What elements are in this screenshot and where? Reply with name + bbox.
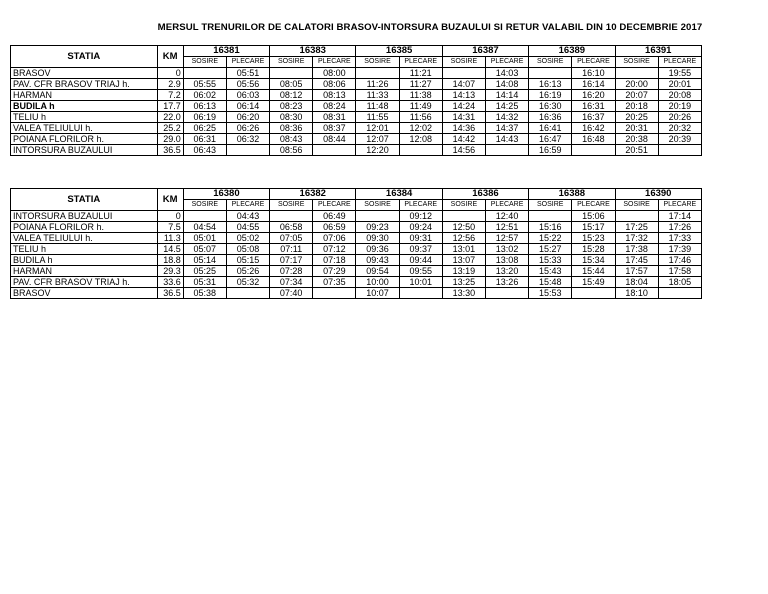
table-row bbox=[11, 68, 702, 79]
table-row bbox=[11, 222, 702, 233]
station-name: TELIU h bbox=[11, 244, 158, 255]
arrival-time bbox=[270, 211, 313, 222]
departure-time: 12:51 bbox=[485, 222, 528, 233]
station-name: INTORSURA BUZAULUI bbox=[11, 145, 158, 156]
departure-time bbox=[226, 288, 269, 299]
departure-time: 13:02 bbox=[485, 244, 528, 255]
departure-time: 16:48 bbox=[572, 134, 615, 145]
arrival-time: 05:07 bbox=[183, 244, 226, 255]
departure-header: PLECARE bbox=[658, 200, 701, 211]
km-column-header: KM bbox=[157, 46, 183, 68]
arrival-header: SOSIRE bbox=[529, 57, 572, 68]
departure-time: 07:18 bbox=[313, 255, 356, 266]
departure-time: 06:14 bbox=[226, 101, 269, 112]
departure-time: 17:39 bbox=[658, 244, 701, 255]
km-value: 18.8 bbox=[157, 255, 183, 266]
train-number: 16384 bbox=[356, 189, 442, 200]
departure-time: 08:13 bbox=[313, 90, 356, 101]
departure-time: 08:06 bbox=[313, 79, 356, 90]
departure-time: 07:35 bbox=[313, 277, 356, 288]
km-value: 25.2 bbox=[157, 123, 183, 134]
arrival-time: 05:01 bbox=[183, 233, 226, 244]
arrival-time: 16:41 bbox=[529, 123, 572, 134]
arrival-time: 16:59 bbox=[529, 145, 572, 156]
departure-time bbox=[485, 288, 528, 299]
departure-time bbox=[658, 145, 701, 156]
departure-time: 14:03 bbox=[485, 68, 528, 79]
train-number: 16381 bbox=[183, 46, 269, 57]
arrival-time: 05:38 bbox=[183, 288, 226, 299]
station-name: HARMAN bbox=[11, 90, 158, 101]
arrival-time: 16:47 bbox=[529, 134, 572, 145]
arrival-header: SOSIRE bbox=[356, 57, 399, 68]
departure-time: 06:49 bbox=[313, 211, 356, 222]
arrival-time bbox=[529, 68, 572, 79]
arrival-time: 05:55 bbox=[183, 79, 226, 90]
arrival-time: 13:19 bbox=[442, 266, 485, 277]
table-row bbox=[11, 123, 702, 134]
arrival-time: 20:07 bbox=[615, 90, 658, 101]
station-name: VALEA TELIULUI h. bbox=[11, 123, 158, 134]
arrival-time: 09:36 bbox=[356, 244, 399, 255]
arrival-time: 07:17 bbox=[270, 255, 313, 266]
departure-header: PLECARE bbox=[226, 200, 269, 211]
departure-time: 05:32 bbox=[226, 277, 269, 288]
arrival-time: 06:19 bbox=[183, 112, 226, 123]
departure-time: 11:56 bbox=[399, 112, 442, 123]
departure-time: 18:05 bbox=[658, 277, 701, 288]
arrival-time: 06:31 bbox=[183, 134, 226, 145]
departure-time: 08:31 bbox=[313, 112, 356, 123]
arrival-time: 08:23 bbox=[270, 101, 313, 112]
train-number: 16383 bbox=[270, 46, 356, 57]
timetable-intorsura-brasov bbox=[10, 188, 702, 299]
km-value: 2.9 bbox=[157, 79, 183, 90]
km-value: 22.0 bbox=[157, 112, 183, 123]
departure-time: 10:01 bbox=[399, 277, 442, 288]
departure-time: 17:14 bbox=[658, 211, 701, 222]
arrival-header: SOSIRE bbox=[615, 57, 658, 68]
departure-time: 09:37 bbox=[399, 244, 442, 255]
km-value: 36.5 bbox=[157, 145, 183, 156]
departure-time: 12:57 bbox=[485, 233, 528, 244]
departure-time: 05:02 bbox=[226, 233, 269, 244]
station-name: BUDILA h bbox=[11, 255, 158, 266]
arrival-time bbox=[183, 211, 226, 222]
station-column-header: STATIA bbox=[11, 189, 158, 211]
arrival-time: 08:30 bbox=[270, 112, 313, 123]
departure-time: 20:26 bbox=[658, 112, 701, 123]
arrival-time bbox=[615, 68, 658, 79]
station-name: TELIU h bbox=[11, 112, 158, 123]
km-value: 29.3 bbox=[157, 266, 183, 277]
arrival-time bbox=[442, 211, 485, 222]
arrival-time bbox=[356, 68, 399, 79]
arrival-time bbox=[442, 68, 485, 79]
departure-time bbox=[399, 145, 442, 156]
km-value: 11.3 bbox=[157, 233, 183, 244]
table-row bbox=[11, 90, 702, 101]
departure-time bbox=[226, 145, 269, 156]
arrival-time: 10:07 bbox=[356, 288, 399, 299]
departure-header: PLECARE bbox=[313, 57, 356, 68]
arrival-time: 08:43 bbox=[270, 134, 313, 145]
arrival-time bbox=[356, 211, 399, 222]
arrival-time: 20:51 bbox=[615, 145, 658, 156]
departure-time: 15:44 bbox=[572, 266, 615, 277]
departure-time: 20:08 bbox=[658, 90, 701, 101]
departure-header: PLECARE bbox=[485, 200, 528, 211]
departure-header: PLECARE bbox=[658, 57, 701, 68]
arrival-time bbox=[270, 68, 313, 79]
arrival-time: 07:05 bbox=[270, 233, 313, 244]
departure-time: 05:56 bbox=[226, 79, 269, 90]
arrival-time: 04:54 bbox=[183, 222, 226, 233]
station-name: POIANA FLORILOR h. bbox=[11, 134, 158, 145]
departure-time: 07:06 bbox=[313, 233, 356, 244]
departure-time: 20:01 bbox=[658, 79, 701, 90]
km-value: 0 bbox=[157, 211, 183, 222]
arrival-time: 13:30 bbox=[442, 288, 485, 299]
station-column-header: STATIA bbox=[11, 46, 158, 68]
departure-time: 11:49 bbox=[399, 101, 442, 112]
departure-time bbox=[572, 288, 615, 299]
departure-time: 09:55 bbox=[399, 266, 442, 277]
arrival-time: 20:38 bbox=[615, 134, 658, 145]
station-name: BRASOV bbox=[11, 288, 158, 299]
arrival-time: 13:01 bbox=[442, 244, 485, 255]
train-number: 16387 bbox=[442, 46, 528, 57]
arrival-time: 10:00 bbox=[356, 277, 399, 288]
arrival-time bbox=[183, 68, 226, 79]
arrival-time: 07:34 bbox=[270, 277, 313, 288]
header-row-train-numbers bbox=[11, 46, 702, 57]
arrival-time: 09:30 bbox=[356, 233, 399, 244]
departure-time: 20:39 bbox=[658, 134, 701, 145]
arrival-time bbox=[615, 211, 658, 222]
arrival-time: 12:20 bbox=[356, 145, 399, 156]
departure-time: 20:32 bbox=[658, 123, 701, 134]
km-value: 33.6 bbox=[157, 277, 183, 288]
departure-time: 06:32 bbox=[226, 134, 269, 145]
table-row bbox=[11, 266, 702, 277]
arrival-time: 14:24 bbox=[442, 101, 485, 112]
arrival-time: 09:54 bbox=[356, 266, 399, 277]
table-row bbox=[11, 101, 702, 112]
departure-time: 05:08 bbox=[226, 244, 269, 255]
arrival-time: 09:43 bbox=[356, 255, 399, 266]
arrival-time: 15:48 bbox=[529, 277, 572, 288]
departure-time: 14:25 bbox=[485, 101, 528, 112]
arrival-time: 08:56 bbox=[270, 145, 313, 156]
table-row bbox=[11, 277, 702, 288]
arrival-time: 18:10 bbox=[615, 288, 658, 299]
arrival-time: 11:26 bbox=[356, 79, 399, 90]
departure-time: 17:33 bbox=[658, 233, 701, 244]
arrival-header: SOSIRE bbox=[529, 200, 572, 211]
table-row bbox=[11, 112, 702, 123]
arrival-time: 08:12 bbox=[270, 90, 313, 101]
departure-time: 14:08 bbox=[485, 79, 528, 90]
train-number: 16388 bbox=[529, 189, 615, 200]
km-value: 36.5 bbox=[157, 288, 183, 299]
departure-time: 05:15 bbox=[226, 255, 269, 266]
departure-time: 15:34 bbox=[572, 255, 615, 266]
departure-header: PLECARE bbox=[399, 200, 442, 211]
departure-time: 06:59 bbox=[313, 222, 356, 233]
header-row-train-numbers bbox=[11, 189, 702, 200]
departure-time bbox=[313, 288, 356, 299]
arrival-time: 14:36 bbox=[442, 123, 485, 134]
timetable-brasov-intorsura bbox=[10, 45, 702, 156]
arrival-time: 11:48 bbox=[356, 101, 399, 112]
km-value: 7.5 bbox=[157, 222, 183, 233]
departure-time: 15:17 bbox=[572, 222, 615, 233]
departure-time: 12:02 bbox=[399, 123, 442, 134]
departure-header: PLECARE bbox=[399, 57, 442, 68]
arrival-time: 16:36 bbox=[529, 112, 572, 123]
arrival-time: 14:56 bbox=[442, 145, 485, 156]
departure-time: 17:26 bbox=[658, 222, 701, 233]
km-value: 17.7 bbox=[157, 101, 183, 112]
departure-time: 06:03 bbox=[226, 90, 269, 101]
document-title: MERSUL TRENURILOR DE CALATORI BRASOV-INTORSURA BUZAULUI SI RETUR VALABIL DIN 10 DECEMBRIE 2017 bbox=[157, 22, 703, 33]
km-value: 29.0 bbox=[157, 134, 183, 145]
departure-time: 17:58 bbox=[658, 266, 701, 277]
table-row bbox=[11, 233, 702, 244]
arrival-header: SOSIRE bbox=[183, 200, 226, 211]
arrival-header: SOSIRE bbox=[183, 57, 226, 68]
departure-time: 04:55 bbox=[226, 222, 269, 233]
station-name: PAV. CFR BRASOV TRIAJ h. bbox=[11, 79, 158, 90]
arrival-time: 11:33 bbox=[356, 90, 399, 101]
departure-time bbox=[572, 145, 615, 156]
table-row bbox=[11, 134, 702, 145]
arrival-time: 07:28 bbox=[270, 266, 313, 277]
departure-time: 20:19 bbox=[658, 101, 701, 112]
arrival-time: 15:53 bbox=[529, 288, 572, 299]
departure-time: 08:00 bbox=[313, 68, 356, 79]
train-number: 16390 bbox=[615, 189, 701, 200]
departure-time: 13:26 bbox=[485, 277, 528, 288]
arrival-time: 15:33 bbox=[529, 255, 572, 266]
arrival-time: 15:16 bbox=[529, 222, 572, 233]
arrival-time: 07:11 bbox=[270, 244, 313, 255]
departure-time: 16:20 bbox=[572, 90, 615, 101]
arrival-time: 17:32 bbox=[615, 233, 658, 244]
arrival-time: 14:31 bbox=[442, 112, 485, 123]
arrival-time: 20:25 bbox=[615, 112, 658, 123]
departure-time: 14:14 bbox=[485, 90, 528, 101]
km-value: 14.5 bbox=[157, 244, 183, 255]
arrival-time: 12:01 bbox=[356, 123, 399, 134]
departure-time: 11:21 bbox=[399, 68, 442, 79]
train-number: 16389 bbox=[529, 46, 615, 57]
arrival-time: 17:25 bbox=[615, 222, 658, 233]
departure-time: 15:06 bbox=[572, 211, 615, 222]
departure-time: 14:37 bbox=[485, 123, 528, 134]
departure-time: 04:43 bbox=[226, 211, 269, 222]
departure-time: 11:38 bbox=[399, 90, 442, 101]
departure-time: 09:24 bbox=[399, 222, 442, 233]
arrival-time: 16:19 bbox=[529, 90, 572, 101]
arrival-time: 14:07 bbox=[442, 79, 485, 90]
departure-time: 07:12 bbox=[313, 244, 356, 255]
train-number: 16380 bbox=[183, 189, 269, 200]
train-number: 16382 bbox=[270, 189, 356, 200]
arrival-time: 14:42 bbox=[442, 134, 485, 145]
arrival-time: 16:13 bbox=[529, 79, 572, 90]
arrival-header: SOSIRE bbox=[442, 200, 485, 211]
arrival-time: 09:23 bbox=[356, 222, 399, 233]
station-name: HARMAN bbox=[11, 266, 158, 277]
arrival-time: 15:43 bbox=[529, 266, 572, 277]
departure-time: 07:29 bbox=[313, 266, 356, 277]
arrival-time: 06:43 bbox=[183, 145, 226, 156]
departure-time: 09:12 bbox=[399, 211, 442, 222]
arrival-time: 20:31 bbox=[615, 123, 658, 134]
departure-time: 06:20 bbox=[226, 112, 269, 123]
arrival-header: SOSIRE bbox=[615, 200, 658, 211]
arrival-time: 13:07 bbox=[442, 255, 485, 266]
departure-time: 06:26 bbox=[226, 123, 269, 134]
departure-time bbox=[313, 145, 356, 156]
departure-header: PLECARE bbox=[313, 200, 356, 211]
station-name: POIANA FLORILOR h. bbox=[11, 222, 158, 233]
km-column-header: KM bbox=[157, 189, 183, 211]
arrival-time: 08:05 bbox=[270, 79, 313, 90]
departure-time bbox=[658, 288, 701, 299]
station-name: PAV. CFR BRASOV TRIAJ h. bbox=[11, 277, 158, 288]
departure-header: PLECARE bbox=[226, 57, 269, 68]
departure-time: 14:32 bbox=[485, 112, 528, 123]
table-row bbox=[11, 79, 702, 90]
departure-time: 12:08 bbox=[399, 134, 442, 145]
arrival-time: 06:25 bbox=[183, 123, 226, 134]
departure-time: 08:44 bbox=[313, 134, 356, 145]
station-name: INTORSURA BUZAULUI bbox=[11, 211, 158, 222]
departure-time: 09:44 bbox=[399, 255, 442, 266]
departure-time: 08:24 bbox=[313, 101, 356, 112]
train-number: 16386 bbox=[442, 189, 528, 200]
arrival-time: 20:18 bbox=[615, 101, 658, 112]
departure-time: 12:40 bbox=[485, 211, 528, 222]
departure-time: 15:49 bbox=[572, 277, 615, 288]
arrival-time: 15:22 bbox=[529, 233, 572, 244]
departure-time: 16:10 bbox=[572, 68, 615, 79]
arrival-time: 11:55 bbox=[356, 112, 399, 123]
departure-time: 11:27 bbox=[399, 79, 442, 90]
arrival-time: 16:30 bbox=[529, 101, 572, 112]
train-number: 16391 bbox=[615, 46, 701, 57]
arrival-time: 07:40 bbox=[270, 288, 313, 299]
departure-time: 16:31 bbox=[572, 101, 615, 112]
arrival-time: 12:07 bbox=[356, 134, 399, 145]
departure-header: PLECARE bbox=[572, 200, 615, 211]
station-name: BRASOV bbox=[11, 68, 158, 79]
departure-time: 13:20 bbox=[485, 266, 528, 277]
arrival-time: 06:58 bbox=[270, 222, 313, 233]
arrival-time: 05:25 bbox=[183, 266, 226, 277]
departure-time bbox=[485, 145, 528, 156]
station-name: BUDILA h bbox=[11, 101, 158, 112]
departure-time: 16:14 bbox=[572, 79, 615, 90]
arrival-time: 12:50 bbox=[442, 222, 485, 233]
departure-time: 17:46 bbox=[658, 255, 701, 266]
departure-time: 19:55 bbox=[658, 68, 701, 79]
arrival-time: 08:36 bbox=[270, 123, 313, 134]
departure-time: 16:37 bbox=[572, 112, 615, 123]
arrival-time: 20:00 bbox=[615, 79, 658, 90]
departure-time: 05:51 bbox=[226, 68, 269, 79]
departure-time: 08:37 bbox=[313, 123, 356, 134]
arrival-time: 17:57 bbox=[615, 266, 658, 277]
departure-time: 15:23 bbox=[572, 233, 615, 244]
arrival-time: 18:04 bbox=[615, 277, 658, 288]
arrival-header: SOSIRE bbox=[356, 200, 399, 211]
table-row bbox=[11, 211, 702, 222]
km-value: 0 bbox=[157, 68, 183, 79]
departure-time: 14:43 bbox=[485, 134, 528, 145]
departure-time: 16:42 bbox=[572, 123, 615, 134]
arrival-time: 05:31 bbox=[183, 277, 226, 288]
arrival-time: 13:25 bbox=[442, 277, 485, 288]
departure-header: PLECARE bbox=[572, 57, 615, 68]
arrival-time: 06:02 bbox=[183, 90, 226, 101]
table-row bbox=[11, 145, 702, 156]
arrival-time: 12:56 bbox=[442, 233, 485, 244]
departure-time: 05:26 bbox=[226, 266, 269, 277]
arrival-time: 15:27 bbox=[529, 244, 572, 255]
departure-header: PLECARE bbox=[485, 57, 528, 68]
station-name: VALEA TELIULUI h. bbox=[11, 233, 158, 244]
departure-time bbox=[399, 288, 442, 299]
arrival-header: SOSIRE bbox=[442, 57, 485, 68]
departure-time: 09:31 bbox=[399, 233, 442, 244]
departure-time: 13:08 bbox=[485, 255, 528, 266]
arrival-time bbox=[529, 211, 572, 222]
arrival-time: 06:13 bbox=[183, 101, 226, 112]
departure-time: 15:28 bbox=[572, 244, 615, 255]
table-row bbox=[11, 288, 702, 299]
arrival-time: 05:14 bbox=[183, 255, 226, 266]
arrival-time: 17:38 bbox=[615, 244, 658, 255]
arrival-time: 14:13 bbox=[442, 90, 485, 101]
arrival-time: 17:45 bbox=[615, 255, 658, 266]
arrival-header: SOSIRE bbox=[270, 57, 313, 68]
table-row bbox=[11, 255, 702, 266]
arrival-header: SOSIRE bbox=[270, 200, 313, 211]
km-value: 7.2 bbox=[157, 90, 183, 101]
train-number: 16385 bbox=[356, 46, 442, 57]
table-row bbox=[11, 244, 702, 255]
